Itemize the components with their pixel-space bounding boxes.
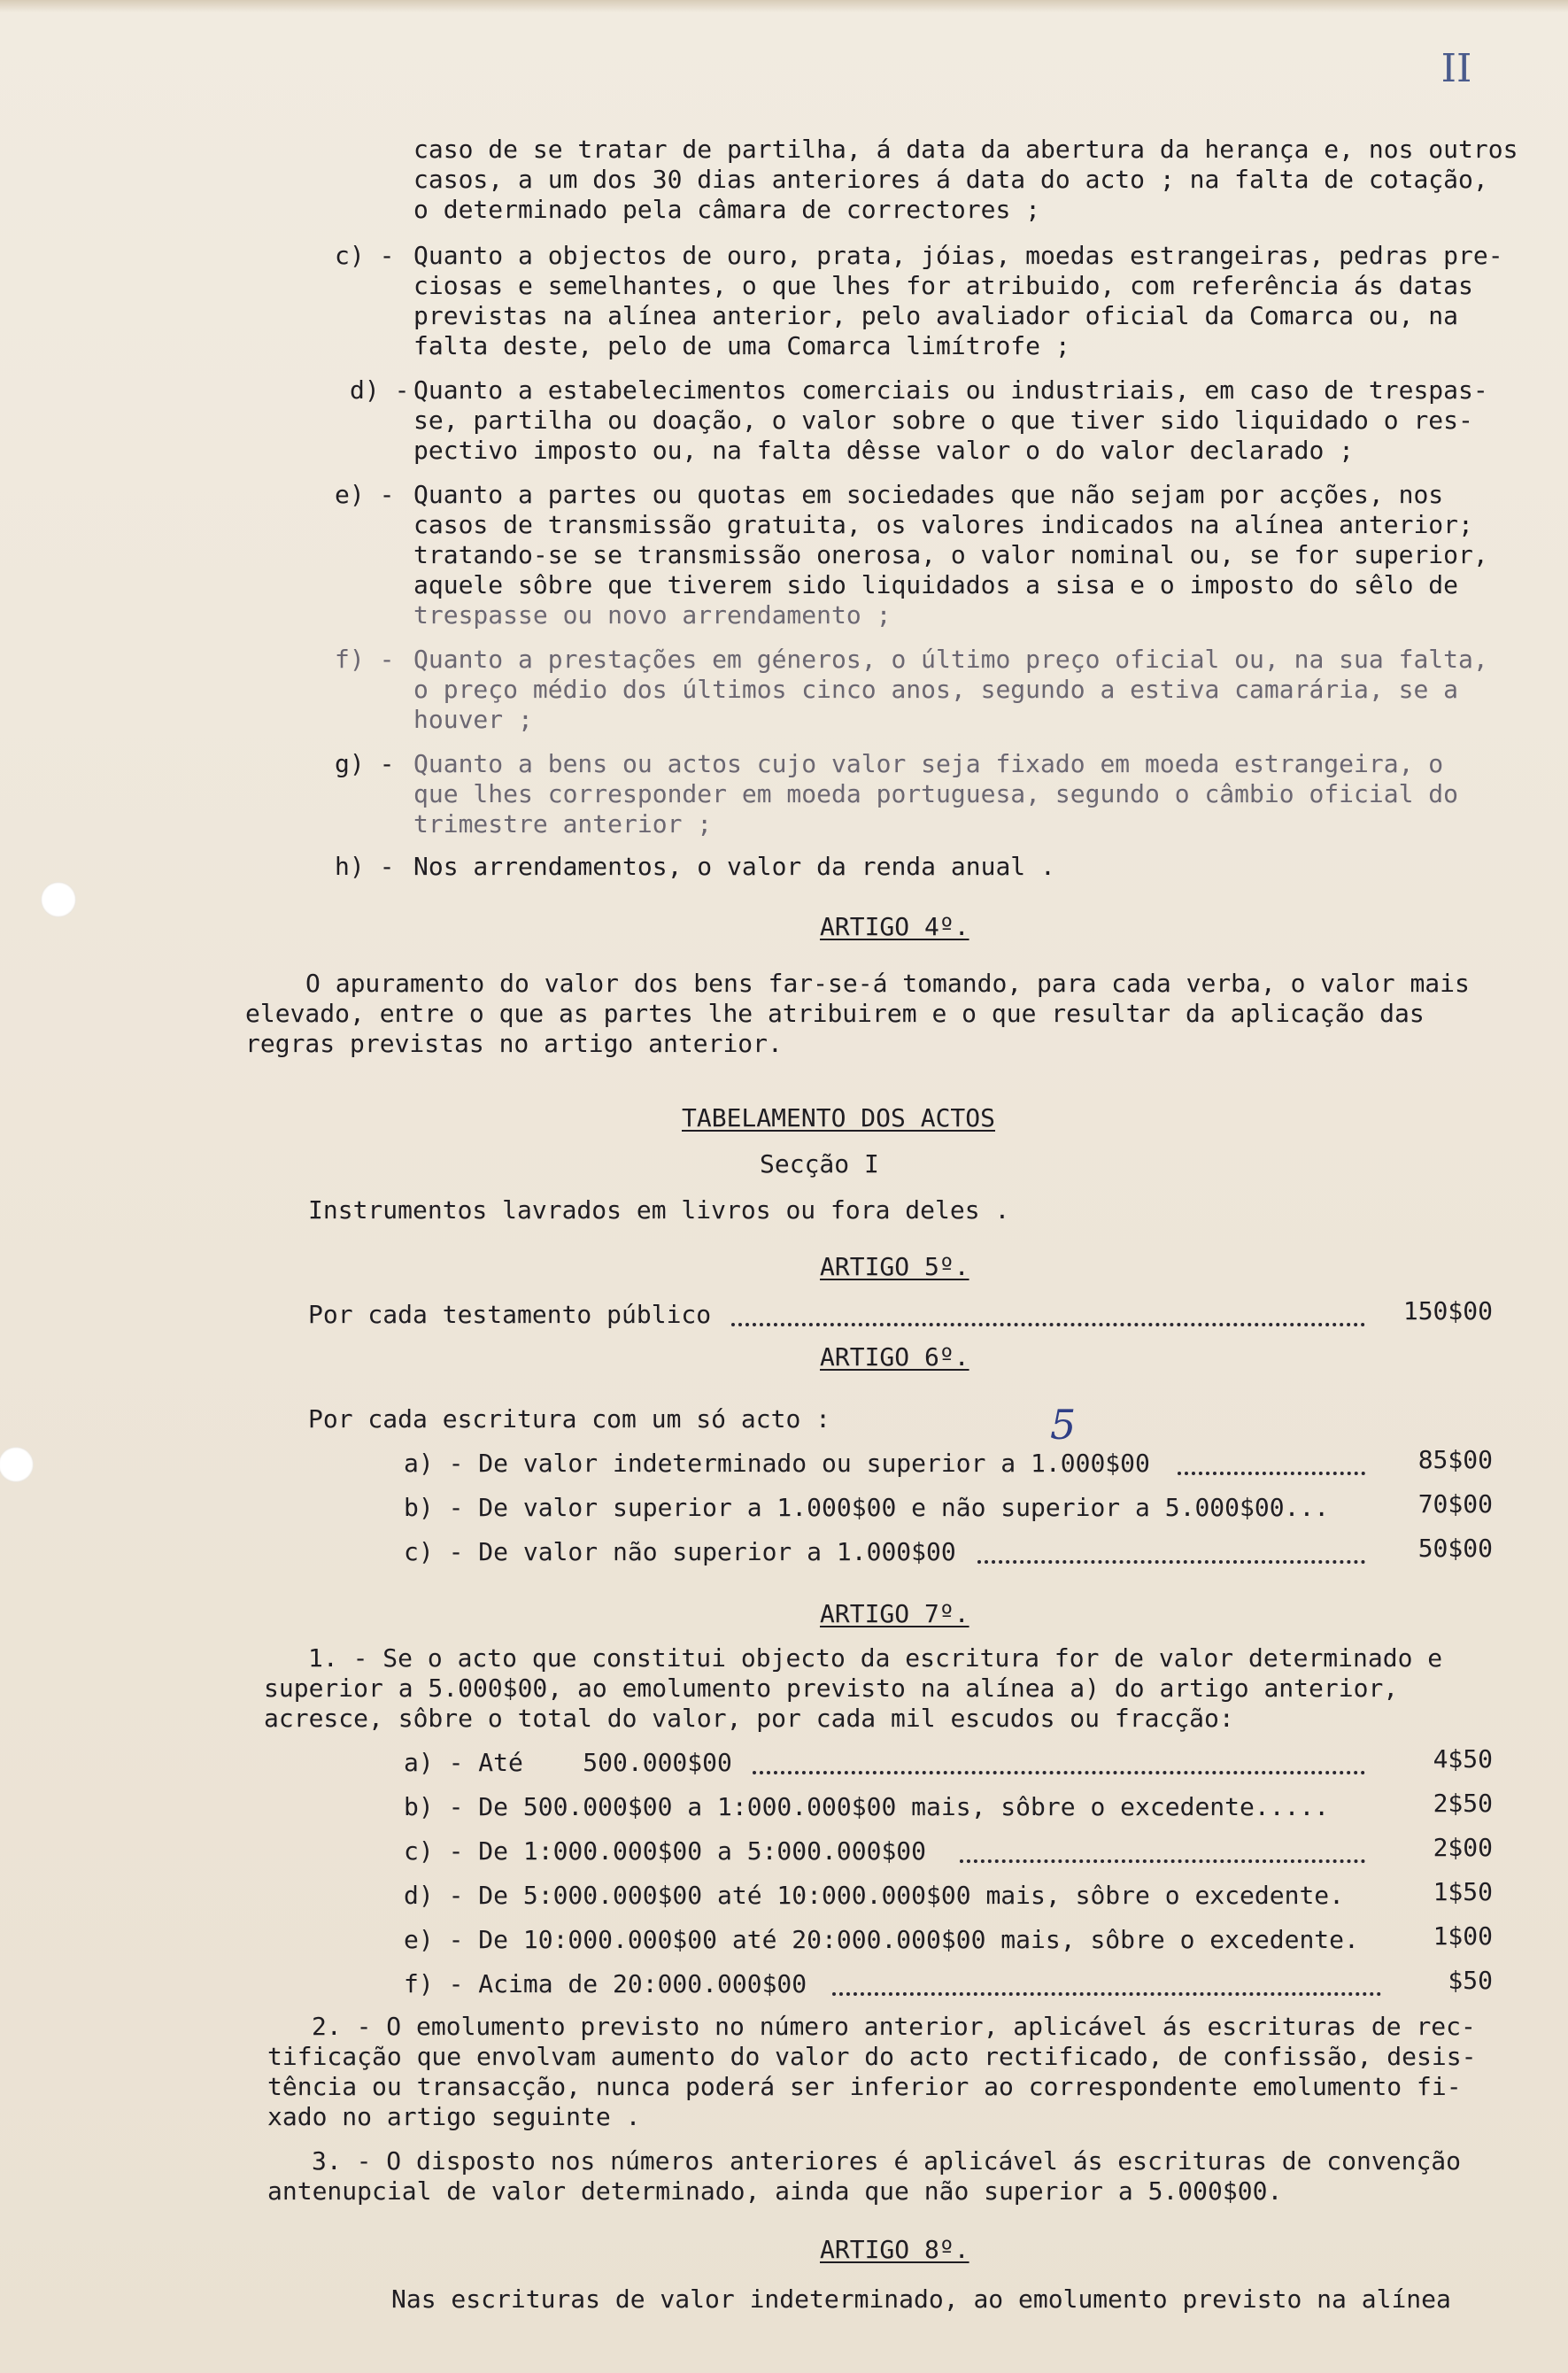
leader-text: c) - De valor não superior a 1.000$00	[404, 1537, 956, 1566]
amount: 50$00	[1417, 1534, 1493, 1563]
text-line: O apuramento do valor dos bens far-se-á tomando, para cada verba, o valor mais	[305, 969, 1470, 998]
text-line: tência ou transacção, nunca poderá ser inferior ao correspondente emolumento fi-	[267, 2072, 1462, 2101]
page-mark: II	[1441, 46, 1472, 91]
text-line: casos de transmissão gratuita, os valores indicados na alínea anterior;	[413, 510, 1473, 539]
text-line: elevado, entre o que as partes lhe atribuirem e o que resultar da aplicação das	[245, 999, 1425, 1028]
text-line: falta deste, pelo de uma Comarca limítrofe ;	[413, 331, 1070, 360]
leader-text: b) - De valor superior a 1.000$00 e não superior a 5.000$00...	[404, 1493, 1330, 1522]
amount: 70$00	[1417, 1489, 1493, 1519]
text-line: houver ;	[413, 705, 533, 734]
text-line: o determinado pela câmara de correctores ;	[413, 195, 1041, 224]
punch-hole-top	[41, 882, 76, 917]
item-label-h: h) -	[335, 852, 395, 881]
item-label-d: d) -	[350, 375, 410, 405]
text-line: 2. - O emolumento previsto no número anterior, aplicável ás escrituras de rec-	[312, 2012, 1476, 2041]
text-line: trespasse ou novo arrendamento ;	[413, 600, 892, 630]
text-line: Quanto a prestações em géneros, o último preço oficial ou, na sua falta,	[413, 645, 1488, 674]
text-line: se, partilha ou doação, o valor sobre o que tiver sido liquidado o res-	[413, 406, 1473, 435]
article-heading: ARTIGO 8º.	[820, 2235, 969, 2264]
text-line: ciosas e semelhantes, o que lhes for atribuido, com referência ás datas	[413, 271, 1473, 300]
dot-leader	[753, 1771, 1365, 1774]
leader-text: e) - De 10:000.000$00 até 20:000.000$00 mais, sôbre o excedente.	[404, 1925, 1359, 1954]
leader-text: b) - De 500.000$00 a 1:000.000$00 mais, sôbre o excedente.....	[404, 1792, 1330, 1821]
dot-leader	[960, 1859, 1365, 1863]
text-line: tificação que envolvam aumento do valor do acto rectificado, de confissão, desis-	[267, 2042, 1477, 2071]
text-line: 3. - O disposto nos números anteriores é aplicável ás escrituras de convenção	[312, 2146, 1462, 2176]
amount: 2$50	[1433, 1789, 1493, 1818]
text-line: 1. - Se o acto que constitui objecto da escritura for de valor determinado e	[308, 1643, 1443, 1673]
amount: 4$50	[1433, 1744, 1493, 1774]
amount: 1$50	[1433, 1877, 1493, 1906]
text-line: tratando-se se transmissão onerosa, o valor nominal ou, se for superior,	[413, 540, 1488, 569]
text-line: caso de se tratar de partilha, á data da abertura da herança e, nos outros	[413, 135, 1518, 164]
amount: $50	[1448, 1966, 1493, 1995]
article-heading: ARTIGO 4º.	[820, 912, 969, 941]
amount: 2$00	[1433, 1833, 1493, 1862]
text-line: regras previstas no artigo anterior.	[245, 1029, 783, 1058]
item-label-g: g) -	[335, 749, 395, 778]
amount: 1$00	[1433, 1921, 1493, 1951]
leader-text: a) - Até 500.000$00	[404, 1748, 732, 1777]
article-heading: ARTIGO 7º.	[820, 1599, 969, 1628]
text-line: antenupcial de valor determinado, ainda que não superior a 5.000$00.	[267, 2176, 1283, 2206]
section-title: Secção I	[760, 1149, 879, 1179]
section-heading: TABELAMENTO DOS ACTOS	[682, 1103, 996, 1132]
dot-leader	[977, 1560, 1365, 1564]
text-line: pectivo imposto ou, na falta dêsse valor o do valor declarado ;	[413, 436, 1355, 465]
article-heading: ARTIGO 5º.	[820, 1252, 969, 1281]
text-line: Quanto a bens ou actos cujo valor seja fixado em moeda estrangeira, o	[413, 749, 1444, 778]
leader-text: Por cada testamento público	[308, 1300, 712, 1329]
item-label-c: c) -	[335, 241, 395, 270]
leader-text: d) - De 5:000.000$00 até 10:000.000$00 mais, sôbre o excedente.	[404, 1881, 1345, 1910]
article-heading: ARTIGO 6º.	[820, 1342, 969, 1372]
text-line: trimestre anterior ;	[413, 809, 713, 839]
text-line: Quanto a estabelecimentos comerciais ou industriais, em caso de trespas-	[413, 375, 1488, 405]
leader-text: c) - De 1:000.000$00 a 5:000.000$00	[404, 1836, 927, 1866]
handwritten-correction: 5	[1050, 1401, 1077, 1449]
text-line: superior a 5.000$00, ao emolumento previsto na alínea a) do artigo anterior,	[264, 1673, 1399, 1703]
amount: 85$00	[1417, 1445, 1493, 1474]
text-line: Quanto a partes ou quotas em sociedades que não sejam por acções, nos	[413, 480, 1444, 509]
dot-leader	[731, 1323, 1365, 1326]
section-subtitle: Instrumentos lavrados em livros ou fora deles .	[308, 1195, 1010, 1225]
text-line: Nos arrendamentos, o valor da renda anual .	[413, 852, 1055, 881]
text-line: acresce, sôbre o total do valor, por cada mil escudos ou fracção:	[264, 1704, 1234, 1733]
amount: 150$00	[1402, 1296, 1493, 1326]
text-line: xado no artigo seguinte .	[267, 2102, 641, 2131]
punch-hole-bottom	[0, 1447, 34, 1482]
text-line: Quanto a objectos de ouro, prata, jóias, moedas estrangeiras, pedras pre-	[413, 241, 1503, 270]
text-line: Nas escrituras de valor indeterminado, ao emolumento previsto na alínea	[391, 2284, 1451, 2314]
leader-text: f) - Acima de 20:000.000$00	[404, 1969, 807, 1998]
item-label-f: f) -	[335, 645, 395, 674]
text-line: previstas na alínea anterior, pelo avaliador oficial da Comarca ou, na	[413, 301, 1459, 330]
dot-leader	[832, 1992, 1381, 1996]
text-line: que lhes corresponder em moeda portuguesa, segundo o câmbio oficial do	[413, 779, 1459, 808]
text-line: Por cada escritura com um só acto :	[308, 1404, 831, 1434]
text-line: aquele sôbre que tiverem sido liquidados a sisa e o imposto do sêlo de	[413, 570, 1459, 599]
text-line: o preço médio dos últimos cinco anos, segundo a estiva camarária, se a	[413, 675, 1459, 704]
text-line: casos, a um dos 30 dias anteriores á data do acto ; na falta de cotação,	[413, 165, 1488, 194]
paper-edge	[0, 0, 1568, 12]
dot-leader	[1178, 1472, 1365, 1475]
item-label-e: e) -	[335, 480, 395, 509]
leader-text: a) - De valor indeterminado ou superior a 1.000$00	[404, 1449, 1150, 1478]
